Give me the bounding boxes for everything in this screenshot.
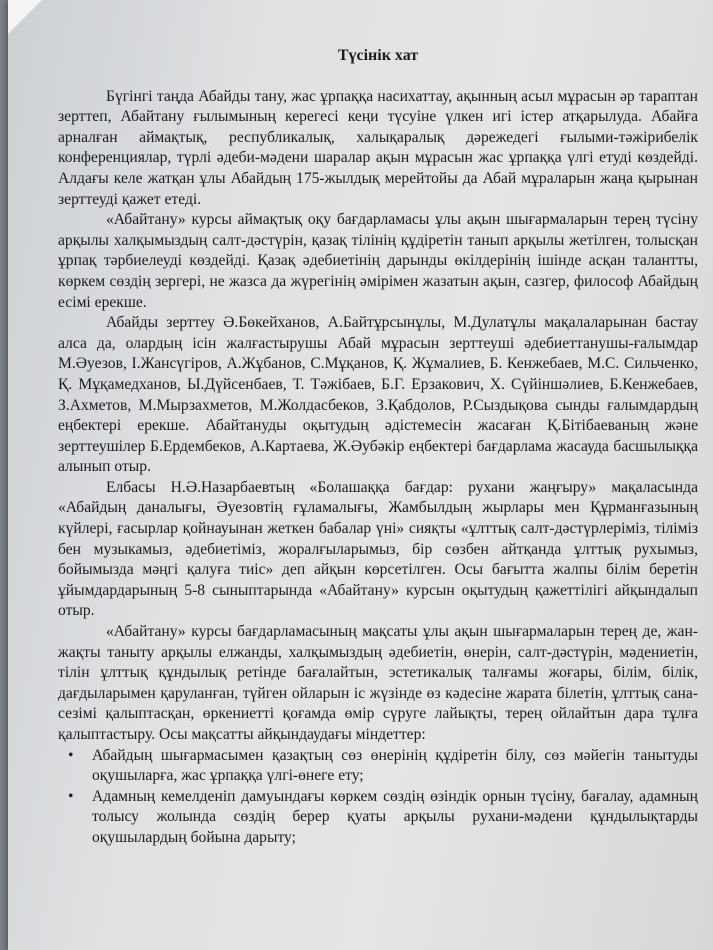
document-title: Түсінік хат [337, 47, 419, 64]
paragraph-4: Елбасы Н.Ә.Назарбаевтың «Болашаққа бағдар: рухани жаңғыру» мақаласында «Абайдың даналығы, Әуезовтің ғұламалығы, Жамбылдың жырлары мен Құрманғазының күйлері, ғасырлар қойнауынан жеткен бабалар үні» сияқты «ұлттық салт-дәстүрлеріміз, тіліміз бен музыкамыз, әдебиетіміз, жоралғыларымыз, бір сөзбен айтқанда ұлттық рухымыз, бойымызда мәңгі қалуға тиіс» деп айқын көрсетілген. Осы бағытта жалпы білім беретін ұйымдардарының 5-8 сыныптарында «Абайтану» курсын оқытудың қажеттілігі айқындалып отыр. [58, 478, 698, 620]
list-item-text: Адамның кемелденіп дамуындағы көркем сөздің өзіндік орнын түсіну, бағалау, адамның толысу жолында сөздің берер қуаты арқылы рухани-мәдени құндылықтарды оқушылардың бойына дарыту; [92, 787, 698, 846]
paragraph-2: «Абайтану» курсы аймақтық оқу бағдарламасы ұлы ақын шығармаларын терең түсіну арқылы халқымыздың салт-дәстүрін, қазақ тілінің құдіретін танып арқылы жетілген, толысқан ұрпақ тәрбиелеуді көздейді. Қазақ әдебиетінің дарынды өкілдерінің ішінде асқан талантты, көркем сөздің зергері, не жазса да жүрегінің әмірімен жазатын ақын, сазгер, философ Абайдың есімі ерекше. [58, 211, 698, 311]
paragraph-1: Бүгінгі таңда Абайды тану, жас ұрпаққа насихаттау, ақынның асыл мұрасын әр тараптан зерттеп, Абайтану ғылымының керегесі кеңи түсуіне үлкен игі істер атқарылуда. Абайға арналған аймақтық, республикалық, халықаралық дәрежедегі ғылыми-тәжірибелік конференциялар, түрлі әдеби-мәдени шаралар ақын мұрасын жас ұрпаққа үлгі етуді көздейді. Алдағы келе жатқан ұлы Абайдың 175-жылдық мерейтойы да Абай мұраларын жаңа қырынан зерттеуді қажет етеді. [58, 87, 698, 208]
paragraph-3: Абайды зерттеу Ә.Бөкейханов, А.Байтұрсынұлы, М.Дулатұлы мақалаларынан бастау алса да, олардың ісін жалғастырушы Абай мұрасын зерттеуші әдебиеттанушы-ғалымдар М.Әуезов, І.Жансүгіров, А.Жұбанов, С.Мұқанов, Қ. Жұмалиев, Б. Кенжебаев, М.С. Сильченко, Қ. Мұқамедханов, Ы.Дүйсенбаев, Т. Тәжібаев, Б.Г. Ерзакович, Х. Сүйіншәлиев, Б.Кенжебаев, З.Ахметов, М.Мырзахметов, М.Жолдасбеков, З.Қабдолов, Р.Сыздықова сынды ғалымдардың еңбектері ерекше. Абайтануды оқытудың әдістемесін жасаған Қ.Бітібаеваның және зерттеушілер Б.Ердембеков, А.Картаева, Ж.Әубәкір еңбектері бағдарлама жасауда басшылыққа алынып отыр. [58, 314, 698, 476]
task-list [58, 746, 698, 849]
paper-sheet [8, 0, 713, 950]
list-item [58, 746, 698, 787]
folded-corner [8, 0, 42, 34]
paragraph-5: «Абайтану» курсы бағдарламасының мақсаты ұлы ақын шығармаларын терең де, жан-жақты таныту арқылы елжанды, халқымыздың әдебиетін, өнерін, салт-дәстүрін, мәдениетін, тілін ұлттық құндылық ретінде бағалайтын, эстетикалық талғамы жоғары, білім, білік, дағдыларымен қаруланған, түйген ойларын іс жүзінде өз кәдесіне жарата білетін, ұлттық сана-сезімі қалыптасқан, өркениетті қоғамда өмір сүруге лайықты, терең ойлайтын дара тұлға қалыптастыру. Осы мақсатты айқындаудағы міндеттер: [58, 623, 698, 743]
list-item [58, 787, 698, 849]
bullet-icon: • [68, 787, 74, 805]
document-page [58, 46, 698, 849]
bullet-icon: • [68, 746, 74, 764]
list-item-text: Абайдың шығармасымен қазақтың сөз өнерінің құдіретін білу, сөз мәйегін танытуды оқушыларға, жас ұрпаққа үлгі-өнеге ету; [92, 746, 698, 785]
